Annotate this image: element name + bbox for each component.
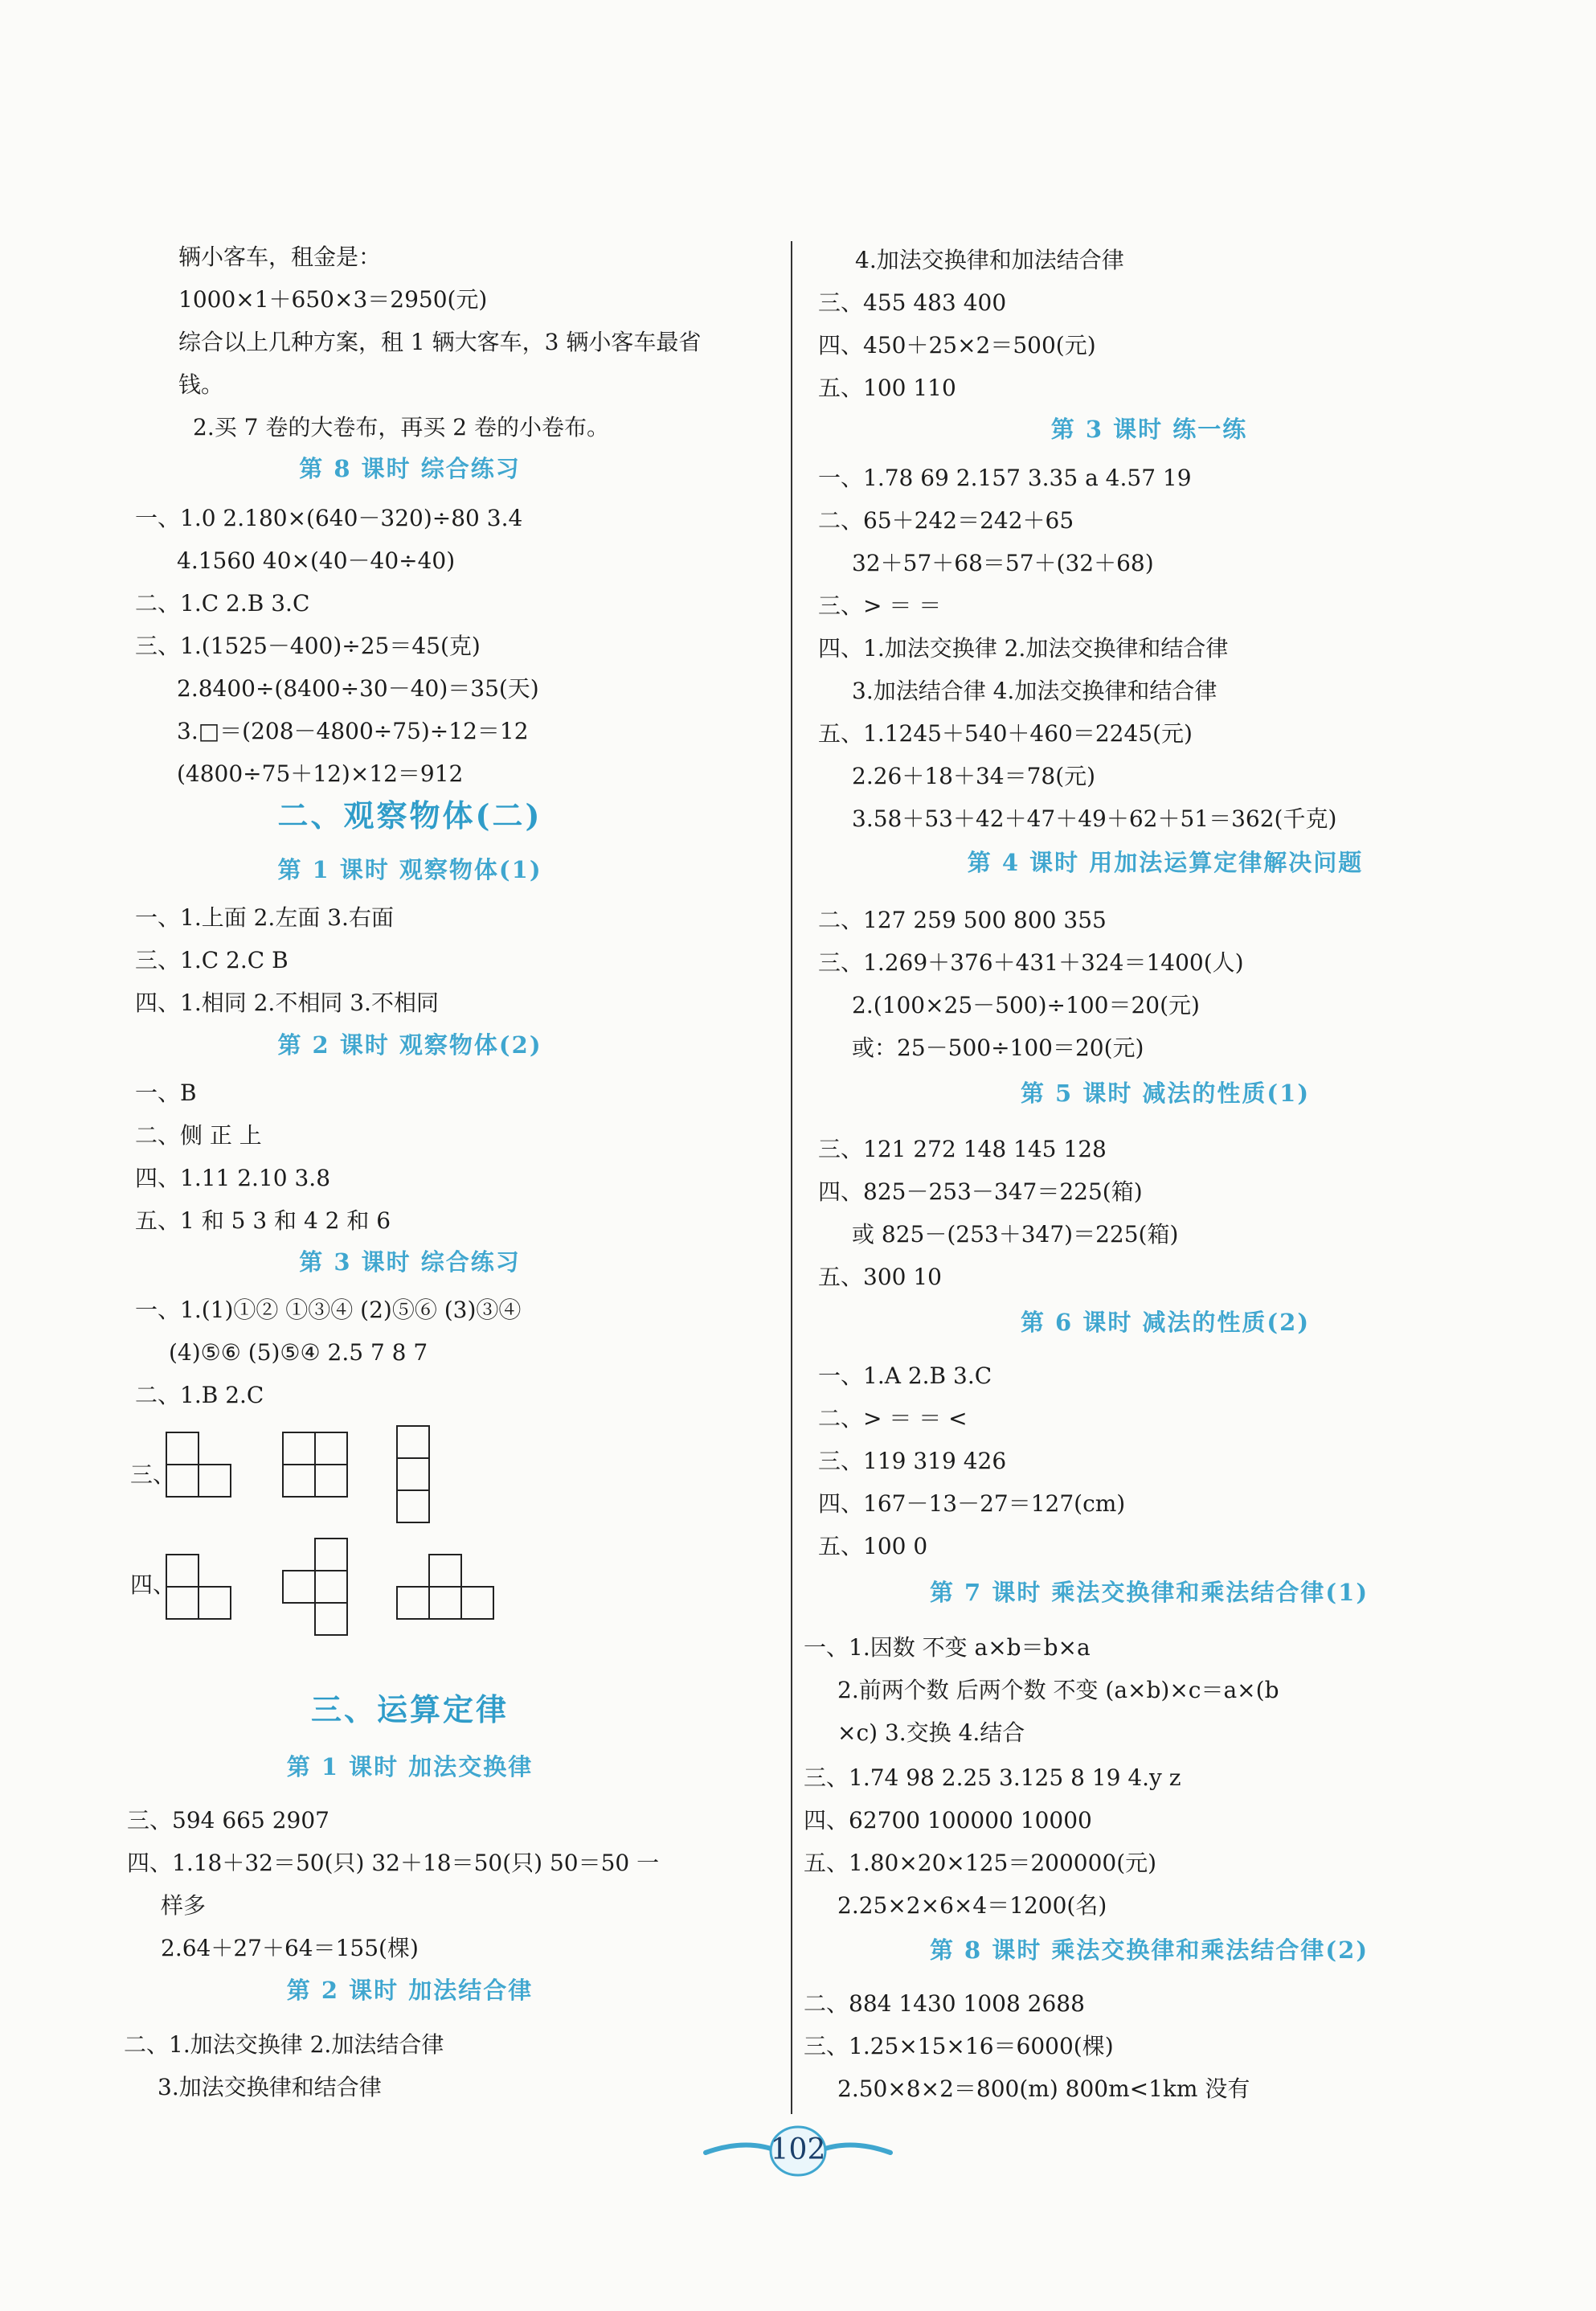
block-view-figure: [165, 1431, 237, 1511]
block-view-figure: [281, 1431, 354, 1511]
lesson-heading: 第 2 课时 加法结合律: [286, 1977, 534, 2004]
text-line: 四、62700 100000 10000: [804, 1807, 1092, 1834]
text-line: 4.1560 40×(40－40÷40): [177, 547, 456, 574]
text-line: 五、100 0: [818, 1533, 928, 1559]
text-line: 一、1.78 69 2.157 3.35 a 4.57 19: [818, 465, 1192, 491]
text-line: 4.加法交换律和加法结合律: [855, 247, 1124, 273]
text-line: 三、1.C 2.C B: [135, 947, 289, 973]
lesson-heading: 第 8 课时 综合练习: [299, 455, 521, 482]
text-line: 二、1.B 2.C: [135, 1382, 264, 1408]
text-line: 三、1.269＋376＋431＋324＝1400(人): [818, 949, 1244, 976]
text-line: 2.26＋18＋34＝78(元): [852, 763, 1096, 789]
text-line: 32＋57＋68＝57＋(32＋68): [852, 550, 1154, 576]
text-line: 2.50×8×2＝800(m) 800m<1km 没有: [837, 2075, 1250, 2102]
text-line: ×c) 3.交换 4.结合: [837, 1719, 1025, 1746]
chapter-title: 三、运算定律: [310, 1691, 509, 1727]
lesson-heading: 第 4 课时 用加法运算定律解决问题: [967, 849, 1364, 876]
text-line: 四、1.加法交换律 2.加法交换律和结合律: [818, 635, 1229, 662]
text-line: 五、1.1245＋540＋460＝2245(元): [818, 720, 1193, 747]
text-line: 一、1.因数 不变 a×b＝b×a: [804, 1634, 1091, 1661]
lesson-heading: 第 6 课时 减法的性质(2): [1020, 1309, 1311, 1336]
text-line: 二、1.加法交换律 2.加法结合律: [124, 2031, 444, 2058]
figure-label: 三、: [130, 1461, 176, 1488]
text-line: 二、侧 正 上: [135, 1122, 262, 1149]
text-line: 三、119 319 426: [818, 1448, 1007, 1474]
text-line: 样多: [161, 1892, 207, 1919]
lesson-heading: 第 7 课时 乘法交换律和乘法结合律(1): [929, 1579, 1369, 1606]
text-line: 五、300 10: [818, 1264, 942, 1290]
text-line: 1000×1＋650×3＝2950(元): [178, 286, 488, 313]
text-line: 一、B: [135, 1080, 197, 1106]
text-line: 2.前两个数 后两个数 不变 (a×b)×c＝a×(b: [837, 1677, 1279, 1703]
text-line: (4800÷75＋12)×12＝912: [177, 760, 464, 787]
text-line: 四、825－253－347＝225(箱): [818, 1178, 1143, 1205]
text-line: 3.58＋53＋42＋47＋49＋62＋51＝362(千克): [852, 805, 1337, 832]
text-line: 2.25×2×6×4＝1200(名): [837, 1892, 1107, 1919]
text-line: 四、450＋25×2＝500(元): [818, 332, 1096, 359]
text-line: 四、1.相同 2.不相同 3.不相同: [135, 990, 439, 1016]
text-line: 一、1.A 2.B 3.C: [818, 1362, 992, 1389]
text-line: 2.64＋27＋64＝155(棵): [161, 1935, 419, 1961]
text-line: 3.加法结合律 4.加法交换律和结合律: [852, 678, 1217, 704]
text-line: 二、65＋242＝242＋65: [818, 507, 1074, 534]
column-divider: [791, 241, 792, 2114]
text-line: 三、455 483 400: [818, 289, 1007, 316]
page-number: 102: [770, 2133, 826, 2166]
text-line: (4)⑤⑥ (5)⑤④ 2.5 7 8 7: [169, 1339, 428, 1366]
lesson-heading: 第 1 课时 加法交换律: [286, 1753, 534, 1780]
lesson-heading: 第 5 课时 减法的性质(1): [1020, 1080, 1311, 1107]
text-line: 二、> ＝ ＝ <: [818, 1405, 968, 1432]
text-line: 二、1.C 2.B 3.C: [135, 590, 310, 617]
text-line: 3.加法交换律和结合律: [158, 2074, 382, 2100]
text-line: 三、1.(1525－400)÷25＝45(克): [135, 633, 481, 659]
text-line: 三、1.74 98 2.25 3.125 8 19 4.y z: [804, 1764, 1181, 1791]
text-line: 钱。: [178, 371, 224, 398]
text-line: 五、1 和 5 3 和 4 2 和 6: [135, 1207, 391, 1234]
text-line: 一、1.(1)①② ①③④ (2)⑤⑥ (3)③④: [135, 1297, 522, 1323]
text-line: 或 825－(253＋347)＝225(箱): [852, 1221, 1179, 1248]
text-line: 辆小客车，租金是：: [178, 244, 382, 270]
text-line: 五、100 110: [818, 375, 956, 401]
block-view-figure: [165, 1553, 237, 1625]
lesson-heading: 第 3 课时 练一练: [1050, 416, 1248, 443]
text-line: 综合以上几种方案，租 1 辆大客车，3 辆小客车最省: [178, 329, 702, 355]
text-line: 一、1.0 2.180×(640－320)÷80 3.4: [135, 505, 523, 531]
text-line: 一、1.上面 2.左面 3.右面: [135, 904, 394, 931]
chapter-title: 二、观察物体(二): [277, 797, 542, 834]
text-line: 三、594 665 2907: [127, 1807, 329, 1834]
block-view-figure: [395, 1553, 500, 1625]
text-line: 二、127 259 500 800 355: [818, 907, 1107, 933]
lesson-heading: 第 8 课时 乘法交换律和乘法结合律(2): [929, 1936, 1369, 1964]
lesson-heading: 第 1 课时 观察物体(1): [277, 856, 542, 883]
text-line: 三、> ＝ ＝: [818, 592, 942, 619]
text-line: 2.买 7 卷的大卷布，再买 2 卷的小卷布。: [193, 414, 609, 440]
text-line: 四、1.11 2.10 3.8: [135, 1165, 331, 1191]
lesson-heading: 第 3 课时 综合练习: [299, 1248, 521, 1276]
page-number-badge: [698, 2122, 898, 2178]
text-line: 三、1.25×15×16＝6000(棵): [804, 2033, 1114, 2059]
block-view-figure: [395, 1424, 436, 1529]
text-line: 三、121 272 148 145 128: [818, 1136, 1107, 1162]
text-line: 四、1.18＋32＝50(只) 32＋18＝50(只) 50＝50 一: [127, 1850, 660, 1876]
text-line: 五、1.80×20×125＝200000(元): [804, 1850, 1157, 1876]
text-line: 二、884 1430 1008 2688: [804, 1990, 1085, 2017]
text-line: 2.(100×25－500)÷100＝20(元): [852, 992, 1200, 1018]
text-line: 2.8400÷(8400÷30－40)＝35(天): [177, 675, 539, 702]
text-line: 或：25－500÷100＝20(元): [852, 1035, 1144, 1061]
block-view-figure: [281, 1537, 354, 1641]
lesson-heading: 第 2 课时 观察物体(2): [277, 1031, 542, 1059]
text-line: 四、167－13－27＝127(cm): [818, 1490, 1126, 1517]
text-line: 3.□＝(208－4800÷75)÷12＝12: [177, 718, 529, 744]
figure-label: 四、: [130, 1571, 176, 1598]
